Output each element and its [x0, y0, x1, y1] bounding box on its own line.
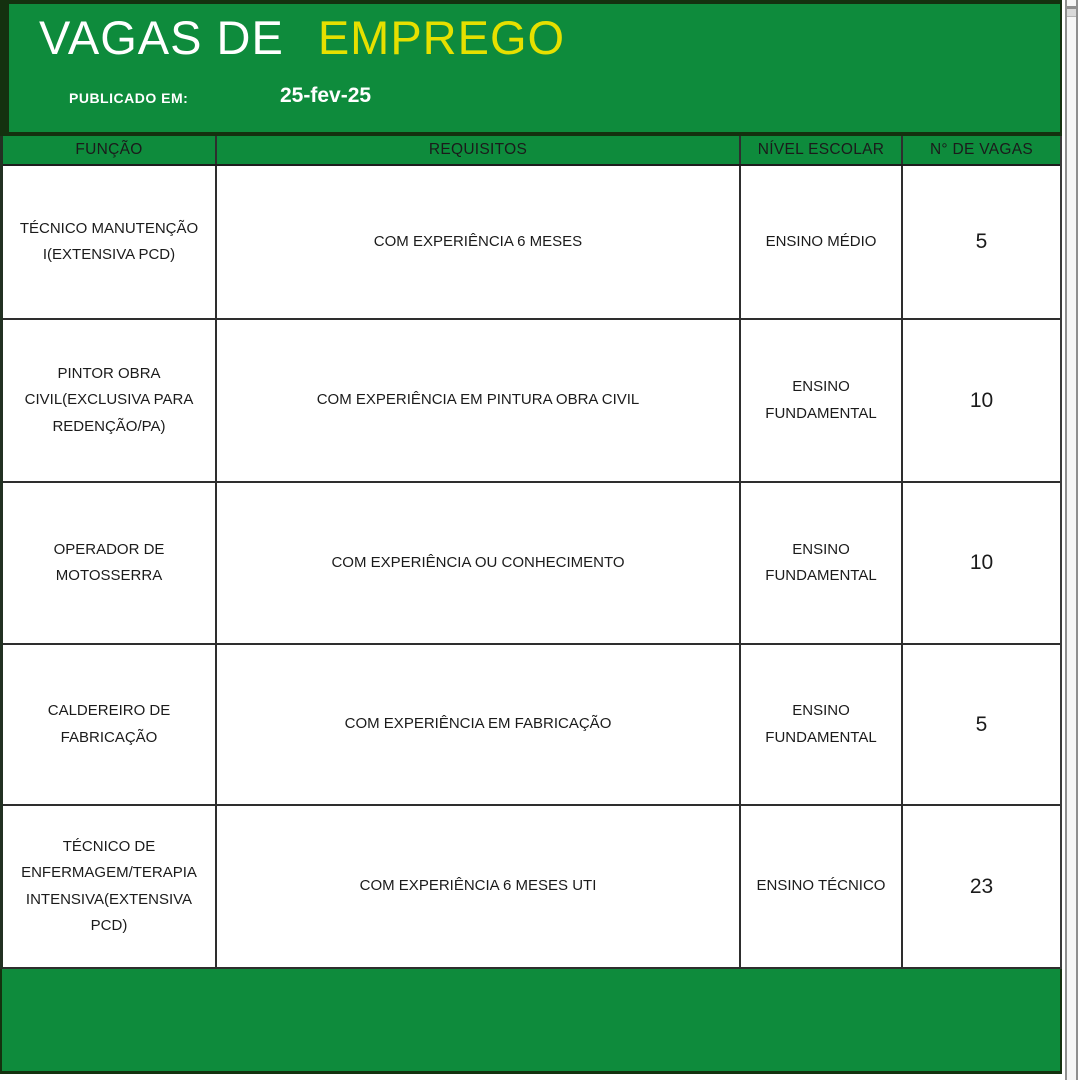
table-row	[3, 166, 1060, 320]
cell-requisitos: COM EXPERIÊNCIA 6 MESES	[217, 166, 741, 318]
table-header-row	[3, 136, 1060, 166]
scrollbar[interactable]	[1065, 0, 1078, 1080]
table-row	[3, 645, 1060, 806]
column-header-num-vagas: N° DE VAGAS	[929, 141, 1034, 158]
cell-num-vagas: 5	[975, 230, 988, 254]
cell-funcao: TÉCNICO MANUTENÇÃO I(EXTENSIVA PCD)	[3, 166, 217, 318]
footer-band	[0, 969, 1062, 1074]
cell-requisitos: COM EXPERIÊNCIA 6 MESES UTI	[217, 806, 741, 967]
vacancies-table	[0, 136, 1062, 969]
cell-requisitos: COM EXPERIÊNCIA EM PINTURA OBRA CIVIL	[217, 320, 741, 481]
cell-funcao: PINTOR OBRA CIVIL(EXCLUSIVA PARA REDENÇÃO/PA)	[3, 320, 217, 481]
cell-requisitos: COM EXPERIÊNCIA EM FABRICAÇÃO	[217, 645, 741, 804]
cell-nivel-escolar: ENSINO TÉCNICO	[741, 806, 903, 967]
page-title	[39, 10, 565, 66]
published-label: PUBLICADO EM:	[69, 90, 189, 106]
cell-funcao: TÉCNICO DE ENFERMAGEM/TERAPIA INTENSIVA(EXTENSIVA PCD)	[3, 806, 217, 967]
table-row	[3, 806, 1060, 969]
page-title-main: VAGAS DE	[39, 11, 284, 64]
scrollbar-thumb[interactable]	[1067, 6, 1076, 17]
cell-num-vagas: 5	[975, 712, 988, 736]
cell-funcao: OPERADOR DE MOTOSSERRA	[3, 483, 217, 643]
page-title-accent: EMPREGO	[317, 11, 566, 64]
cell-num-vagas: 23	[969, 874, 994, 898]
cell-funcao: CALDEREIRO DE FABRICAÇÃO	[3, 645, 217, 804]
table-row	[3, 320, 1060, 483]
published-date: 25-fev-25	[280, 84, 372, 107]
cell-nivel-escolar: ENSINO FUNDAMENTAL	[741, 320, 903, 481]
cell-nivel-escolar: ENSINO FUNDAMENTAL	[741, 483, 903, 643]
cell-requisitos: COM EXPERIÊNCIA OU CONHECIMENTO	[217, 483, 741, 643]
column-header-requisitos: REQUISITOS	[217, 136, 741, 164]
cell-nivel-escolar: ENSINO MÉDIO	[741, 166, 903, 318]
cell-nivel-escolar: ENSINO FUNDAMENTAL	[741, 645, 903, 804]
table-row	[3, 483, 1060, 645]
cell-num-vagas: 10	[969, 551, 994, 575]
column-header-funcao: FUNÇÃO	[3, 136, 217, 164]
cell-num-vagas: 10	[969, 388, 994, 412]
table-body	[3, 166, 1060, 969]
header-banner	[0, 0, 1062, 136]
column-header-nivel-escolar: NÍVEL ESCOLAR	[741, 136, 903, 164]
